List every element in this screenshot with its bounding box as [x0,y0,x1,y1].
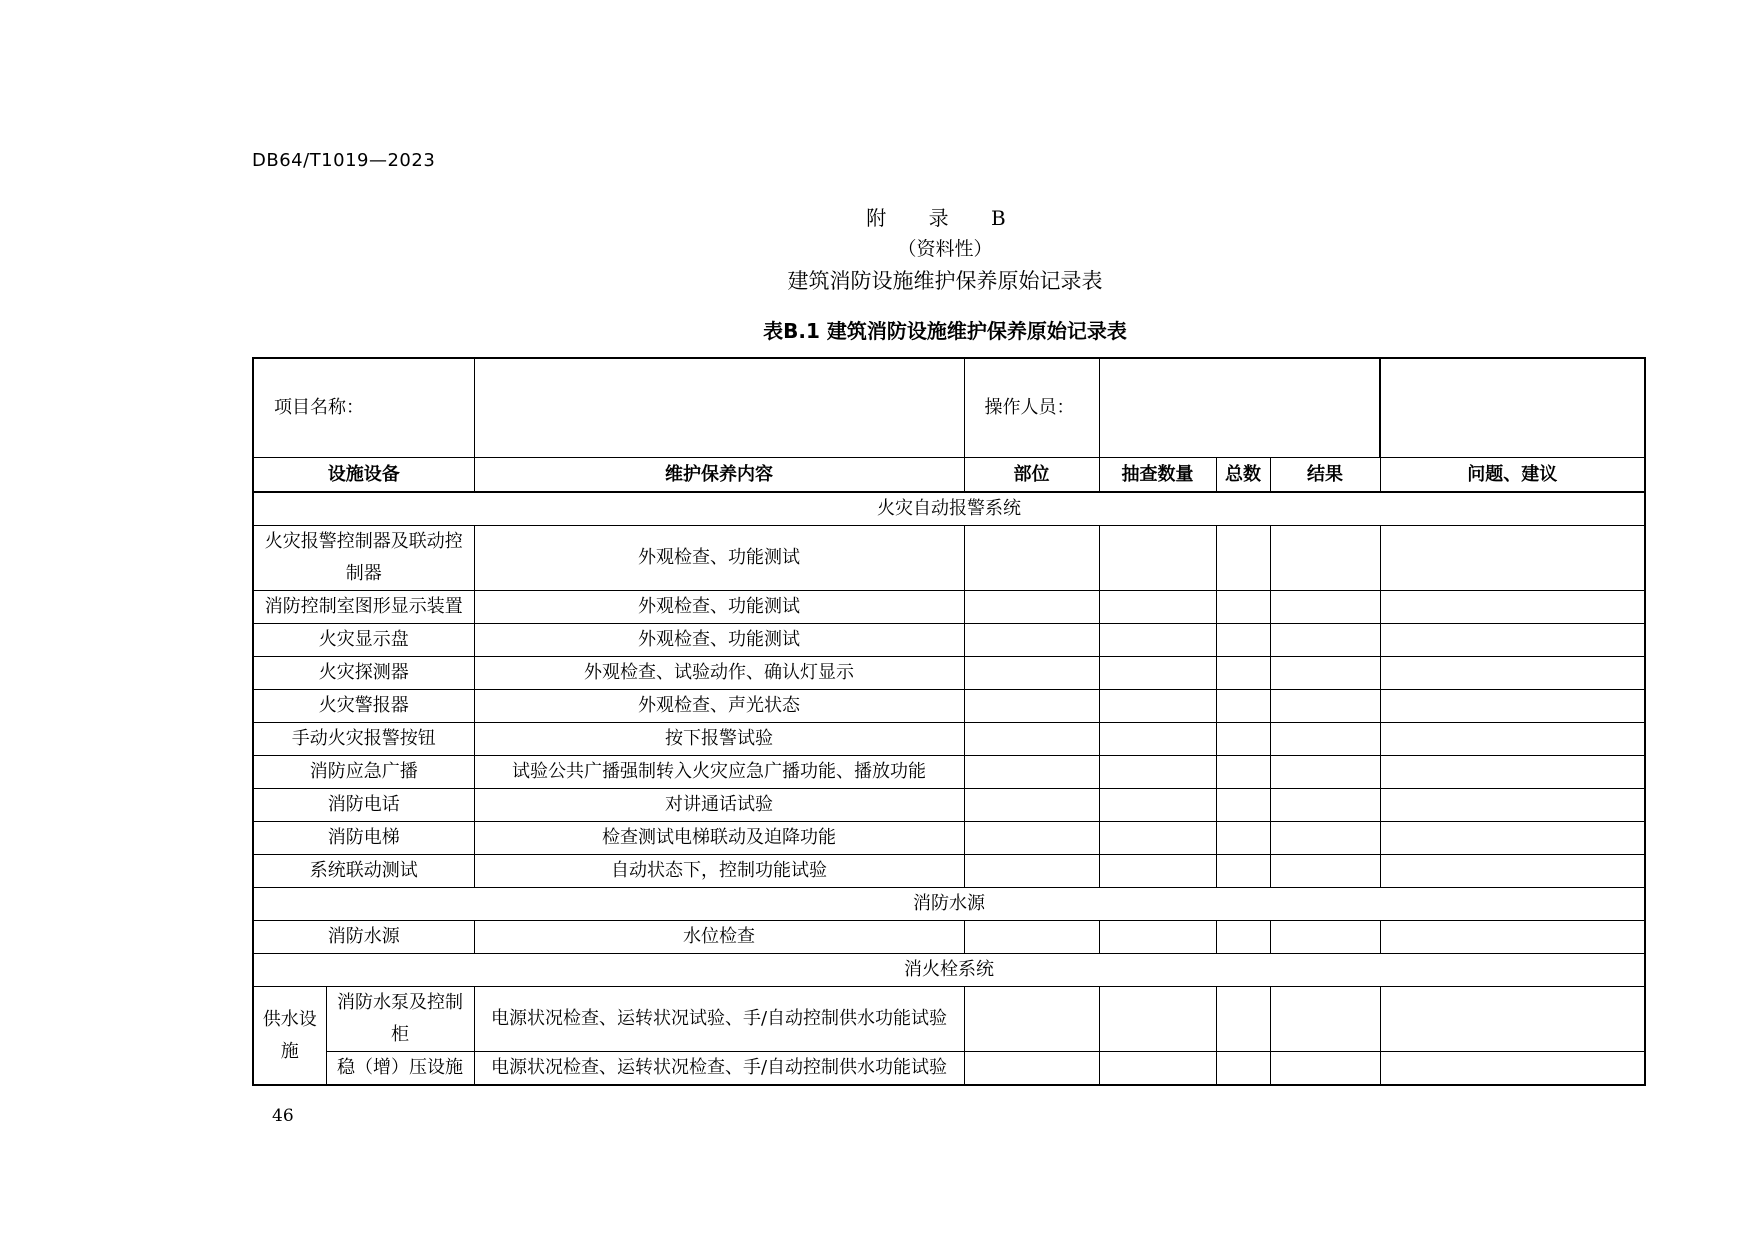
result-cell[interactable] [1270,855,1380,888]
equipment-cell: 火灾显示盘 [253,624,474,657]
table-row [253,987,1645,1052]
section-water-source: 消防水源 [253,888,1645,921]
issues-cell[interactable] [1380,624,1645,657]
sample-count-cell[interactable] [1099,789,1216,822]
table-row [253,690,1645,723]
appendix-note: （资料性） [897,238,993,260]
result-cell[interactable] [1270,822,1380,855]
result-cell[interactable] [1270,756,1380,789]
total-cell[interactable] [1216,723,1270,756]
table-row [253,657,1645,690]
section-row [253,954,1645,987]
content-cell: 试验公共广播强制转入火灾应急广播功能、播放功能 [474,756,964,789]
result-cell[interactable] [1270,690,1380,723]
location-cell[interactable] [964,591,1099,624]
section-hydrant: 消火栓系统 [253,954,1645,987]
equipment-cell: 手动火灾报警按钮 [253,723,474,756]
equipment-cell: 消防电梯 [253,822,474,855]
issues-cell[interactable] [1380,657,1645,690]
group-cell-water-supply: 供水设施 [253,987,326,1086]
location-cell[interactable] [964,789,1099,822]
location-cell[interactable] [964,855,1099,888]
total-cell[interactable] [1216,624,1270,657]
issues-cell[interactable] [1380,526,1645,591]
sample-count-cell[interactable] [1099,756,1216,789]
total-cell[interactable] [1216,789,1270,822]
table-row [253,789,1645,822]
location-cell[interactable] [964,822,1099,855]
sample-count-cell[interactable] [1099,855,1216,888]
location-cell[interactable] [964,526,1099,591]
col-header-sample-count: 抽查数量 [1099,458,1216,493]
content-cell: 对讲通话试验 [474,789,964,822]
column-header-row [253,458,1645,493]
col-header-total: 总数 [1216,458,1270,493]
result-cell[interactable] [1270,723,1380,756]
issues-cell[interactable] [1380,723,1645,756]
info-row [253,358,1645,458]
content-cell: 外观检查、功能测试 [474,624,964,657]
sample-count-cell[interactable] [1099,526,1216,591]
col-header-content: 维护保养内容 [474,458,964,493]
sample-count-cell[interactable] [1099,657,1216,690]
project-name-value[interactable] [474,358,964,458]
table-row [253,624,1645,657]
table-row [253,1052,1645,1086]
issues-cell[interactable] [1380,855,1645,888]
page-number: 46 [272,1106,294,1126]
table-row [253,526,1645,591]
result-cell[interactable] [1270,591,1380,624]
result-cell[interactable] [1270,526,1380,591]
section-fire-alarm: 火灾自动报警系统 [253,492,1645,526]
issues-cell[interactable] [1380,822,1645,855]
table-title: 表B.1 建筑消防设施维护保养原始记录表 [763,319,1127,343]
col-header-equipment: 设施设备 [253,458,474,493]
location-cell[interactable] [964,987,1099,1052]
table-row [253,822,1645,855]
total-cell[interactable] [1216,822,1270,855]
equipment-cell: 稳（增）压设施 [326,1052,474,1086]
sample-count-cell[interactable] [1099,1052,1216,1086]
total-cell[interactable] [1216,657,1270,690]
content-cell: 检查测试电梯联动及迫降功能 [474,822,964,855]
issues-cell[interactable] [1380,756,1645,789]
content-cell: 外观检查、功能测试 [474,526,964,591]
equipment-cell: 火灾探测器 [253,657,474,690]
result-cell[interactable] [1270,1052,1380,1086]
sample-count-cell[interactable] [1099,822,1216,855]
appendix-name: 建筑消防设施维护保养原始记录表 [787,269,1103,293]
equipment-cell: 消防控制室图形显示装置 [253,591,474,624]
total-cell[interactable] [1216,591,1270,624]
issues-cell[interactable] [1380,987,1645,1052]
section-row [253,492,1645,526]
location-cell[interactable] [964,756,1099,789]
equipment-cell: 消防水源 [253,921,474,954]
location-cell[interactable] [964,690,1099,723]
result-cell[interactable] [1270,987,1380,1052]
record-table [252,357,1646,1086]
location-cell[interactable] [964,657,1099,690]
col-header-location: 部位 [964,458,1099,493]
content-cell: 电源状况检查、运转状况试验、手/自动控制供水功能试验 [474,987,964,1052]
sample-count-cell[interactable] [1099,624,1216,657]
section-row [253,888,1645,921]
location-cell[interactable] [964,921,1099,954]
total-cell[interactable] [1216,921,1270,954]
result-cell[interactable] [1270,624,1380,657]
location-cell[interactable] [964,723,1099,756]
sample-count-cell[interactable] [1099,591,1216,624]
issues-cell[interactable] [1380,1052,1645,1086]
sample-count-cell[interactable] [1099,690,1216,723]
total-cell[interactable] [1216,756,1270,789]
info-blank-cell [1380,358,1645,458]
operator-label: 操作人员： [964,358,1099,458]
equipment-cell: 火灾报警控制器及联动控制器 [253,526,474,591]
equipment-cell: 系统联动测试 [253,855,474,888]
equipment-cell: 消防水泵及控制柜 [326,987,474,1052]
result-cell[interactable] [1270,657,1380,690]
content-cell: 外观检查、功能测试 [474,591,964,624]
equipment-cell: 火灾警报器 [253,690,474,723]
location-cell[interactable] [964,1052,1099,1086]
content-cell: 外观检查、声光状态 [474,690,964,723]
col-header-issues: 问题、建议 [1380,458,1645,493]
project-name-label: 项目名称： [253,358,474,458]
table-row [253,921,1645,954]
equipment-cell: 消防应急广播 [253,756,474,789]
issues-cell[interactable] [1380,789,1645,822]
result-cell[interactable] [1270,921,1380,954]
content-cell: 外观检查、试验动作、确认灯显示 [474,657,964,690]
operator-value[interactable] [1099,358,1380,458]
appendix-title: 附 录 B [866,206,1024,230]
content-cell: 自动状态下，控制功能试验 [474,855,964,888]
location-cell[interactable] [964,624,1099,657]
total-cell[interactable] [1216,690,1270,723]
table-row [253,591,1645,624]
issues-cell[interactable] [1380,591,1645,624]
total-cell[interactable] [1216,855,1270,888]
standard-code: DB64/T1019—2023 [252,150,436,171]
sample-count-cell[interactable] [1099,723,1216,756]
table-row [253,855,1645,888]
content-cell: 按下报警试验 [474,723,964,756]
content-cell: 电源状况检查、运转状况检查、手/自动控制供水功能试验 [474,1052,964,1086]
issues-cell[interactable] [1380,921,1645,954]
table-row [253,723,1645,756]
equipment-cell: 消防电话 [253,789,474,822]
col-header-result: 结果 [1270,458,1380,493]
total-cell[interactable] [1216,987,1270,1052]
total-cell[interactable] [1216,1052,1270,1086]
content-cell: 水位检查 [474,921,964,954]
total-cell[interactable] [1216,526,1270,591]
table-row [253,756,1645,789]
sample-count-cell[interactable] [1099,987,1216,1052]
sample-count-cell[interactable] [1099,921,1216,954]
result-cell[interactable] [1270,789,1380,822]
issues-cell[interactable] [1380,690,1645,723]
